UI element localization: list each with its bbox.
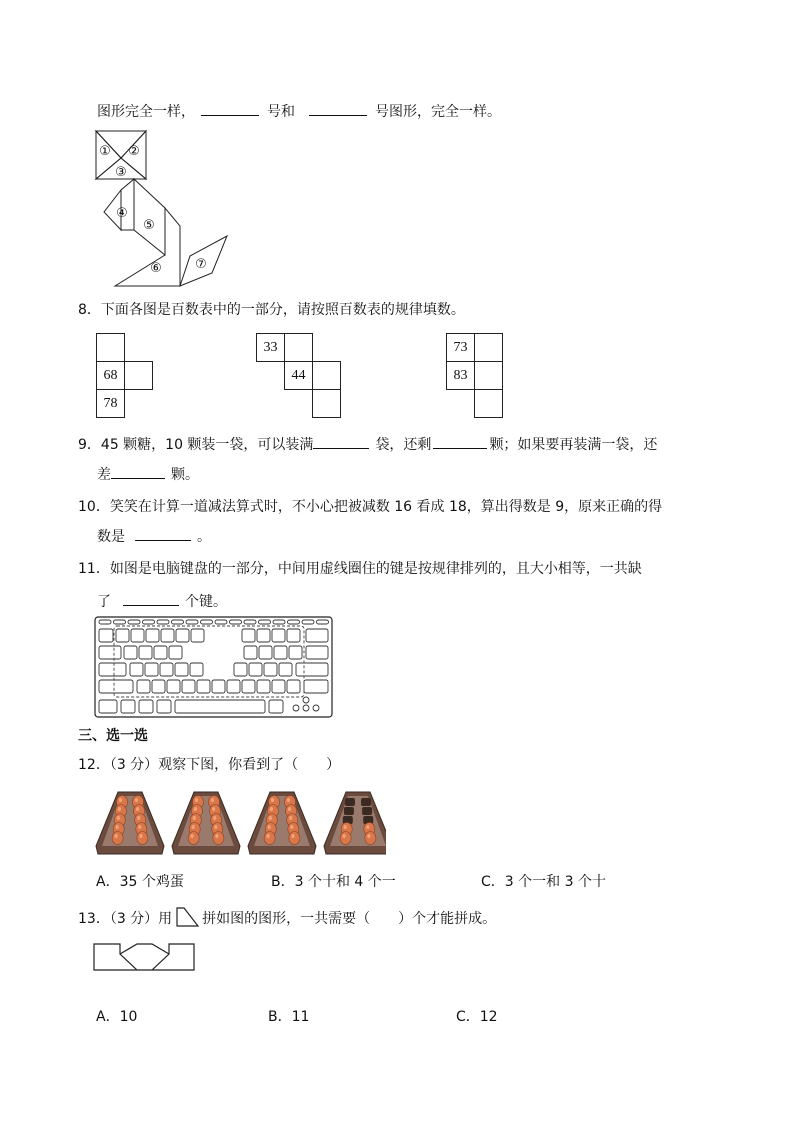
q7-blank-1[interactable] — [201, 101, 259, 116]
q8-grid1-cell-78: 78 — [96, 389, 125, 418]
q9-text-c: 颗；如果要再装满一袋，还 — [489, 437, 658, 453]
keyboard-key — [242, 680, 255, 693]
q11-text-b: 个键。 — [185, 594, 227, 610]
q13-option-b[interactable]: B．11 — [268, 1009, 310, 1025]
egg-highlight — [136, 807, 139, 811]
egg-highlight — [193, 816, 196, 820]
q8-grid-2 — [256, 333, 344, 420]
egg-highlight — [270, 807, 273, 811]
keyboard-key — [273, 620, 285, 624]
q11-line-2 — [97, 591, 227, 612]
keyboard-key — [169, 646, 182, 659]
q13-stem-b: 拼如图的图形，一共需要（ ）个才能拼成。 — [202, 911, 497, 927]
egg-highlight — [289, 816, 292, 820]
keyboard-key — [242, 629, 255, 642]
keyboard-key — [234, 663, 247, 676]
q10-blank[interactable] — [135, 526, 191, 541]
egg-highlight — [215, 834, 218, 838]
egg-trays-figure — [94, 788, 386, 858]
keyboard-key — [230, 620, 242, 624]
keyboard-key — [175, 663, 188, 676]
keyboard-key — [154, 646, 167, 659]
q13-option-a[interactable]: A．10 — [96, 1009, 138, 1025]
keyboard-key — [143, 620, 155, 624]
keyboard-key — [264, 663, 277, 676]
keyboard-key — [99, 700, 117, 713]
egg-highlight — [191, 834, 194, 838]
empty-egg-slot — [345, 798, 355, 806]
keyboard-key — [274, 646, 287, 659]
q9-blank-3[interactable] — [111, 464, 165, 479]
q9-line-1 — [78, 434, 657, 455]
egg-highlight — [139, 834, 142, 838]
empty-egg-slot — [344, 807, 354, 815]
egg-highlight — [192, 825, 195, 829]
q12-option-a[interactable]: A．35 个鸡蛋 — [96, 874, 184, 890]
q8-grid2-cell-blank-3[interactable] — [312, 389, 341, 418]
keyboard-key — [114, 620, 126, 624]
keyboard-key — [152, 680, 165, 693]
q7-text-a: 图形完全一样， — [97, 104, 195, 120]
q9-blank-1[interactable] — [313, 434, 369, 449]
keyboard-key — [259, 620, 271, 624]
empty-egg-slot — [362, 807, 372, 815]
q11-line-1: 11．如图是电脑键盘的一部分，中间用虚线圈住的键是按规律排列的，且大小相等，一共缺 — [78, 561, 642, 577]
keyboard-key — [249, 663, 262, 676]
egg-highlight — [287, 798, 290, 802]
egg-highlight — [212, 807, 215, 811]
keyboard-key — [145, 663, 158, 676]
egg-highlight — [213, 816, 216, 820]
keyboard-key — [317, 620, 329, 624]
keyboard-key — [227, 680, 240, 693]
keyboard-key — [289, 646, 302, 659]
egg-highlight — [117, 816, 120, 820]
keyboard-key — [272, 629, 285, 642]
keyboard-key — [215, 620, 227, 624]
q9-text-b: 袋，还剩 — [375, 437, 432, 453]
q8-grid2-cell-33: 33 — [256, 333, 285, 362]
q9-blank-2[interactable] — [433, 434, 487, 449]
keyboard-key — [131, 629, 144, 642]
q12-option-c[interactable]: C．3 个一和 3 个十 — [481, 874, 606, 890]
tangram-label-5: ⑤ — [143, 218, 155, 233]
keyboard-key — [99, 629, 113, 642]
egg-highlight — [116, 825, 119, 829]
keyboard-key — [288, 620, 300, 624]
keyboard-key — [146, 629, 159, 642]
egg-highlight — [211, 798, 214, 802]
q9-text-a: 9．45 颗糖，10 颗装一袋，可以装满 — [78, 437, 314, 453]
q9-line-2 — [97, 464, 199, 485]
q9-text-d: 差 — [97, 467, 111, 483]
q8-grid2-cell-44: 44 — [284, 361, 313, 390]
keyboard-key — [296, 663, 328, 676]
egg-highlight — [195, 798, 198, 802]
keyboard-key — [137, 680, 150, 693]
q12-option-b[interactable]: B．3 个十和 4 个一 — [271, 874, 396, 890]
keyboard-key — [304, 680, 328, 693]
q8-grid2-cell-blank-1[interactable] — [284, 333, 313, 362]
keyboard-key — [306, 629, 328, 642]
keyboard-key — [272, 680, 285, 693]
keyboard-key — [130, 663, 143, 676]
q8-grid3-cell-83: 83 — [446, 361, 475, 390]
q12-stem: 12．（3 分）观察下图，你看到了（ ） — [78, 757, 341, 773]
egg-highlight — [214, 825, 217, 829]
q7-blank-2[interactable] — [309, 101, 367, 116]
keyboard-key — [279, 663, 292, 676]
egg-highlight — [118, 807, 121, 811]
keyboard-key — [176, 629, 189, 642]
keyboard-key — [160, 663, 173, 676]
q8-grid1-cell-blank-right[interactable] — [124, 361, 153, 390]
egg-highlight — [367, 834, 370, 838]
egg — [112, 832, 123, 845]
keyboard-arrow-key — [303, 705, 309, 711]
keyboard-key — [287, 629, 300, 642]
egg-highlight — [291, 834, 294, 838]
q8-stem: 8．下面各图是百数表中的一部分，请按照百数表的规律填数。 — [78, 302, 465, 318]
keyboard-key — [191, 629, 204, 642]
tangram-label-1: ① — [99, 144, 111, 159]
tangram-label-7: ⑦ — [195, 257, 207, 272]
keyboard-key — [190, 663, 203, 676]
q10-text-a: 数是 — [97, 529, 125, 545]
keyboard-key — [302, 620, 314, 624]
keyboard-key — [99, 620, 111, 624]
egg-highlight — [135, 798, 138, 802]
keyboard-key — [306, 646, 328, 659]
keyboard-key — [128, 620, 140, 624]
keyboard-key — [116, 629, 129, 642]
q11-text-a: 了 — [97, 594, 111, 610]
keyboard-key — [99, 663, 126, 676]
keyboard-key — [124, 646, 137, 659]
keyboard-key — [287, 680, 300, 693]
egg-highlight — [343, 834, 346, 838]
empty-egg-slot — [361, 798, 371, 806]
egg — [188, 832, 199, 845]
egg-highlight — [268, 825, 271, 829]
q8-grid3-cell-blank-2[interactable] — [474, 361, 503, 390]
q13-composite-shape — [92, 942, 196, 972]
keyboard-arrow-key — [313, 705, 319, 711]
keyboard-key — [121, 700, 135, 713]
keyboard-key — [172, 620, 184, 624]
q8-grid-1 — [96, 333, 156, 420]
egg-highlight — [269, 816, 272, 820]
egg — [213, 832, 224, 845]
keyboard-key — [167, 680, 180, 693]
egg-highlight — [344, 825, 347, 829]
tangram-label-4: ④ — [116, 206, 128, 221]
q13-option-c[interactable]: C．12 — [456, 1009, 498, 1025]
keyboard-key — [257, 680, 270, 693]
egg-highlight — [366, 825, 369, 829]
keyboard-key — [257, 629, 270, 642]
keyboard-key — [182, 680, 195, 693]
egg-highlight — [288, 807, 291, 811]
section-3-title: 三、选一选 — [78, 728, 148, 744]
keyboard-key — [157, 700, 171, 713]
q10-line-2 — [97, 526, 211, 547]
keyboard-key — [197, 680, 210, 693]
keyboard-key — [161, 629, 174, 642]
q7-tail-line — [97, 101, 501, 122]
q10-line-1: 10．笑笑在计算一道减法算式时，不小心把被减数 16 看成 18，算出得数是 9，原来正确的得 — [78, 499, 663, 515]
egg-highlight — [138, 825, 141, 829]
q8-grid1-cell-blank-top[interactable] — [96, 333, 125, 362]
keyboard-key — [244, 646, 257, 659]
egg — [365, 832, 376, 845]
egg-highlight — [290, 825, 293, 829]
keyboard-key — [269, 700, 283, 713]
keyboard-key — [99, 680, 133, 693]
q11-blank[interactable] — [123, 591, 179, 606]
tangram-piece-4 — [121, 179, 134, 230]
keyboard-key — [212, 680, 225, 693]
q8-grid3-cell-blank-1[interactable] — [474, 333, 503, 362]
q8-grid1-cell-68: 68 — [96, 361, 125, 390]
keyboard-key — [175, 700, 265, 713]
egg-highlight — [267, 834, 270, 838]
q13-stem-a: 13．（3 分）用 — [78, 911, 173, 927]
keyboard-key — [99, 646, 121, 659]
keyboard-arrow-key — [303, 697, 309, 703]
egg — [340, 832, 351, 845]
egg — [137, 832, 148, 845]
tangram-cat-figure — [90, 128, 230, 290]
q9-text-e: 颗。 — [171, 467, 199, 483]
egg — [289, 832, 300, 845]
q10-text-b: 。 — [197, 529, 211, 545]
egg-highlight — [119, 798, 122, 802]
egg-highlight — [137, 816, 140, 820]
tangram-piece-5 — [134, 179, 165, 255]
keyboard-key — [139, 700, 153, 713]
tangram-label-3: ③ — [115, 165, 127, 180]
keyboard-key — [139, 646, 152, 659]
egg-highlight — [194, 807, 197, 811]
egg — [264, 832, 275, 845]
keyboard-key — [259, 646, 272, 659]
keyboard-arrow-key — [293, 705, 299, 711]
q7-text-c: 号图形，完全一样。 — [375, 104, 501, 120]
keyboard-key — [186, 620, 198, 624]
q13-stem — [78, 906, 496, 929]
q8-grid2-cell-blank-2[interactable] — [312, 361, 341, 390]
q8-grid3-cell-blank-3[interactable] — [474, 389, 503, 418]
keyboard-figure — [94, 616, 334, 719]
keyboard-key — [201, 620, 213, 624]
q8-grid3-cell-73: 73 — [446, 333, 475, 362]
egg-highlight — [271, 798, 274, 802]
keyboard-key — [157, 620, 169, 624]
q7-text-b: 号和 — [267, 104, 295, 120]
tangram-label-2: ② — [128, 144, 140, 159]
tangram-label-6: ⑥ — [150, 261, 162, 276]
q8-grid-3 — [446, 333, 506, 420]
right-trapezoid-icon — [174, 906, 200, 928]
keyboard-key — [244, 620, 256, 624]
egg-highlight — [115, 834, 118, 838]
